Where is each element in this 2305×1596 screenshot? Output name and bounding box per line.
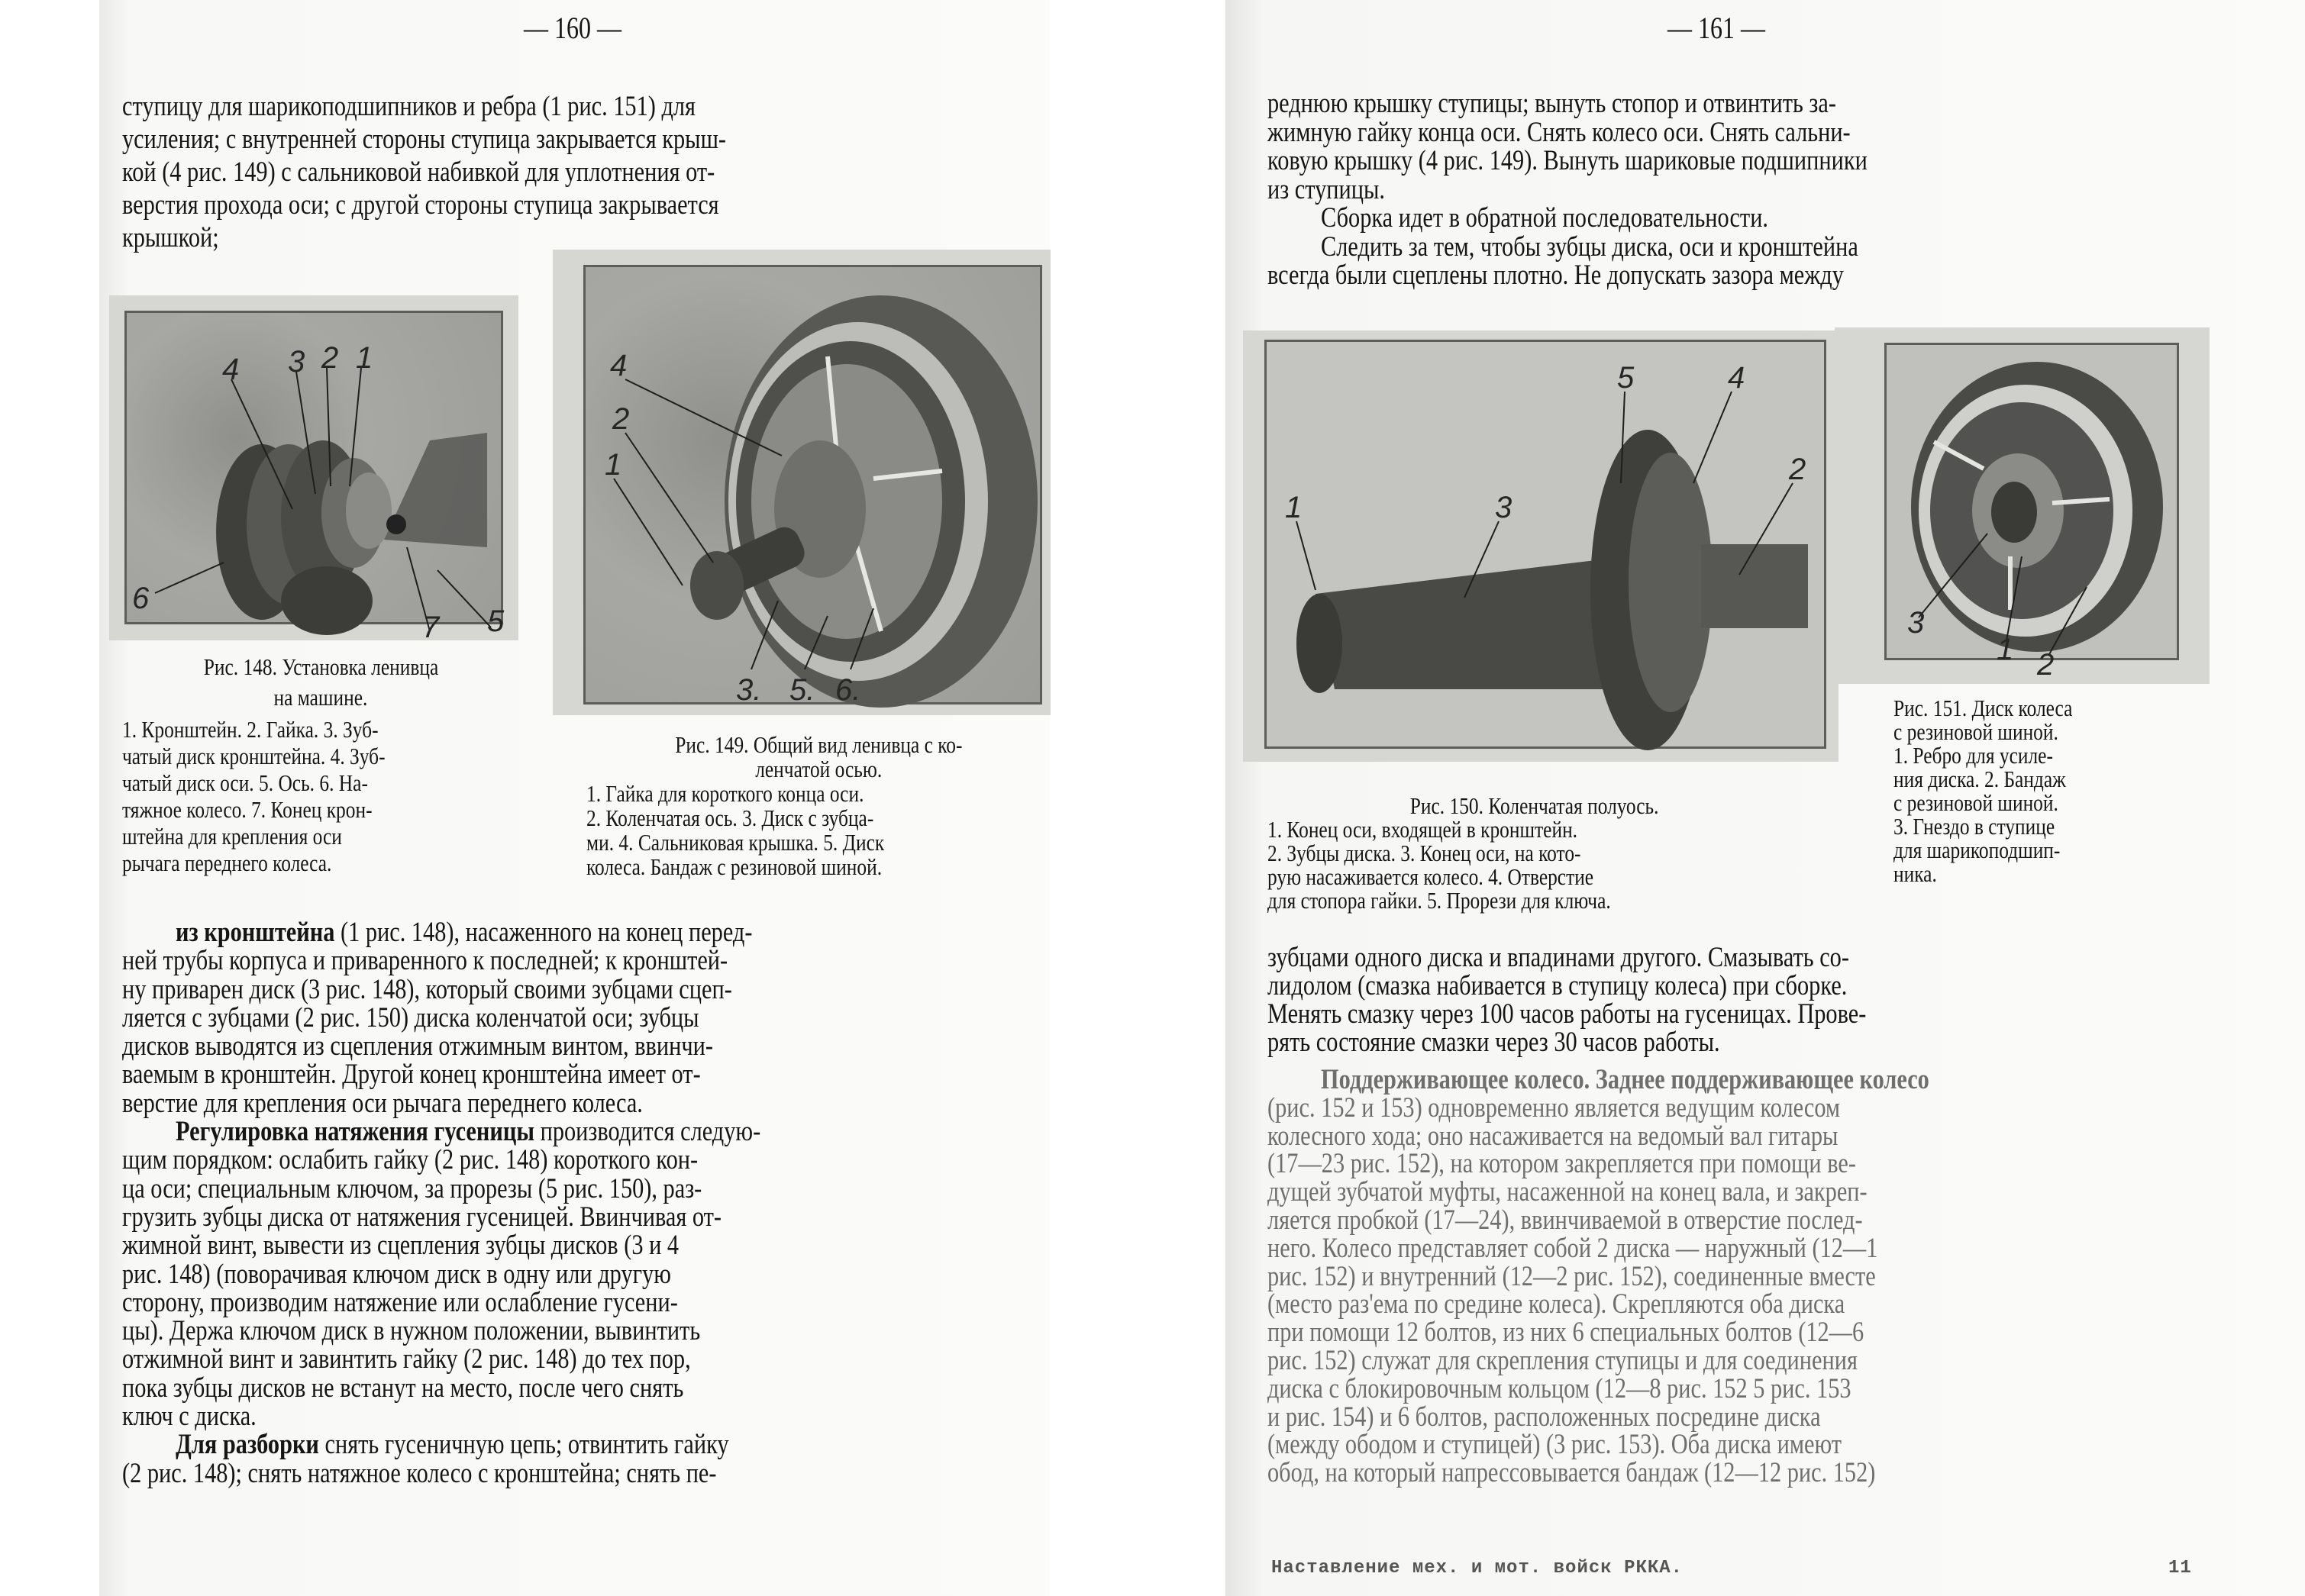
caption-line: [1267, 841, 1802, 865]
figure-151-caption-title: [1893, 696, 2199, 743]
text-line: [122, 1146, 1052, 1174]
figure-150-label: 2: [1789, 453, 1806, 486]
line-text: ней трубы корпуса и приваренного к последней; к кронштей-: [122, 945, 728, 977]
footer-sheet-number: 11: [2168, 1558, 2192, 1578]
caption-line: [1893, 791, 2199, 814]
text-line: [1267, 118, 2203, 147]
caption-line: [586, 733, 1051, 757]
figure-149-label: 5.: [789, 673, 815, 707]
text-line: [122, 1401, 1052, 1433]
text-line: [1267, 204, 2203, 233]
line-text: Рис. 149. Общий вид ленивца с ко-: [674, 731, 963, 758]
text-line: [122, 975, 1052, 1004]
figure-151-label: 3: [1907, 606, 1925, 640]
caption-line: [1893, 838, 2199, 862]
caption-line: [1893, 720, 2199, 743]
figure-151-label: 1: [1997, 633, 2014, 666]
figure-151-legend: [1893, 743, 2199, 885]
line-text: 1. Гайка для короткого конца оси.: [586, 780, 864, 807]
caption-line: [122, 717, 519, 744]
right-body-text-faded: [1267, 1066, 2203, 1487]
text-line: [1267, 1066, 2203, 1094]
line-text: на машине.: [273, 684, 368, 711]
caption-line: [1893, 743, 2199, 767]
text-line: [1267, 1430, 2203, 1459]
figure-148-callouts: [109, 295, 518, 640]
line-text: кой (4 рис. 149) с сальниковой набивкой для уплотнения от-: [122, 156, 715, 188]
text-line: [122, 946, 1052, 975]
figure-150-label: 4: [1728, 361, 1745, 395]
line-text: диска с блокировочным кольцом (12—8 рис. 152 5 рис. 153: [1267, 1372, 1851, 1404]
text-line: [1267, 1262, 2203, 1291]
caption-line: [122, 771, 519, 798]
line-text: зубцами одного диска и впадинами другого. Смазывать со-: [1267, 942, 1849, 973]
right-top-paragraph: [1267, 89, 2203, 290]
text-line: [122, 1203, 1052, 1231]
line-text: ваемым в кронштейн. Другой конец кронштейна имеет от-: [122, 1059, 701, 1091]
text-line: [122, 1345, 1052, 1373]
caption-line: [1267, 794, 1802, 817]
line-text: усиления; с внутренней стороны ступица закрывается крыш-: [122, 124, 727, 155]
line-text: жимную гайку конца оси. Снять колесо оси. Снять сальни-: [1267, 116, 1851, 148]
line-text: штейна для крепления оси: [122, 823, 342, 850]
line-text: Рис. 148. Установка ленивца: [203, 653, 438, 680]
text-line: [1267, 1346, 2203, 1375]
line-text: ляется с зубцами (2 рис. 150) диска коленчатой оси; зубцы: [122, 1001, 699, 1033]
text-line: [122, 1059, 1052, 1091]
run-in-heading: Регулировка натяжения гусеницы: [176, 1116, 535, 1148]
line-text: дисков выводятся из сцепления отжимным винтом, ввинчи-: [122, 1030, 713, 1062]
line-text: Рис. 150. Коленчатая полуось.: [1410, 792, 1659, 819]
line-text: (рис. 152 и 153) одновременно является ведущим колесом: [1267, 1091, 1841, 1124]
text-line: [122, 1374, 1052, 1402]
line-text: для стопора гайки. 5. Прорези для ключа.: [1267, 887, 1611, 914]
caption-line: [586, 757, 1051, 782]
line-text: с резиновой шиной.: [1893, 718, 2058, 745]
text-line: [122, 1032, 1052, 1060]
line-text: рять состояние смазки через 30 часов работы.: [1267, 1027, 1720, 1058]
figure-150-label: 5: [1617, 361, 1635, 395]
line-text: реднюю крышку ступицы; вынуть стопор и отвинтить за-: [1267, 88, 1836, 119]
figure-149-label: 4: [610, 349, 628, 382]
right-body-text: [1267, 943, 2203, 1056]
line-text: обод, на который напрессовывается бандаж (12—12 рис. 152): [1267, 1457, 1876, 1489]
text-line: [122, 918, 1052, 946]
line-text: ну приварен диск (3 рис. 148), который своими зубцами сцеп-: [122, 973, 732, 1005]
text-line: [1267, 261, 2203, 290]
line-text: Менять смазку через 100 часов работы на гусеницах. Прове-: [1267, 998, 1867, 1030]
text-line: [1267, 233, 2203, 262]
caption-line: [1893, 767, 2199, 791]
text-line: [1267, 1122, 2203, 1150]
line-text: ника.: [1893, 860, 1937, 887]
line-text: рис. 148) (поворачивая ключом диск в одну или другую: [122, 1258, 671, 1290]
line-text: колеса. Бандаж с резиновой шиной.: [586, 853, 883, 880]
line-text: верстие для крепления оси рычага переднего колеса.: [122, 1087, 643, 1119]
figure-149-label: 3.: [736, 673, 762, 707]
line-text: ния диска. 2. Бандаж: [1893, 766, 2066, 792]
left-body-text: [122, 918, 1052, 1488]
line-text: при помощи 12 болтов, из них 6 специальных болтов (12—6: [1267, 1317, 1864, 1349]
text-line: [1267, 1290, 2203, 1318]
caption-line: [1893, 862, 2199, 885]
text-line: [122, 1089, 1052, 1117]
line-text: верстия прохода оси; с другой стороны ступица закрывается: [122, 189, 719, 221]
caption-line: [1267, 888, 1802, 912]
line-text: (между ободом и ступицей) (3 рис. 153). Оба диска имеют: [1267, 1429, 1842, 1461]
text-line: [1267, 1372, 2203, 1404]
figure-149-label: 2: [612, 402, 630, 436]
text-line: [122, 158, 1052, 191]
figure-150-legend: [1267, 817, 1802, 912]
caption-line: [122, 798, 519, 824]
text-line: [1267, 1234, 2203, 1262]
line-text: снять гусеничную цепь; отвинтить гайку: [318, 1429, 729, 1461]
line-text: рис. 152) и внутренний (12—2 рис. 152), соединенные вместе: [1267, 1260, 1876, 1292]
line-text: чатый диск оси. 5. Ось. 6. На-: [122, 769, 368, 796]
text-line: [1267, 1000, 2203, 1028]
text-line: [1267, 1459, 2203, 1487]
text-line: [122, 1459, 1052, 1488]
text-line: [1267, 1149, 2203, 1178]
figure-149-legend: [586, 782, 1051, 879]
figure-149-label: 6.: [835, 673, 861, 707]
line-text: с резиновой шиной.: [1893, 789, 2058, 816]
caption-line: [1267, 865, 1802, 888]
text-line: [1267, 1028, 2203, 1056]
text-line: [122, 125, 1052, 158]
figure-148-label: 6: [132, 582, 150, 615]
line-text: цы). Держа ключом диск в нужном положении, вывинтить: [122, 1315, 701, 1347]
text-line: [122, 1288, 1052, 1317]
line-text: рычага переднего колеса.: [122, 850, 332, 876]
caption-line: [586, 855, 1051, 879]
figure-151-label: 2: [2037, 648, 2055, 682]
line-text: 1. Конец оси, входящей в кронштейн.: [1267, 816, 1578, 843]
line-text: сторону, производим натяжение или ослабление гусени-: [122, 1286, 678, 1318]
line-text: 1. Кронштейн. 2. Гайка. 3. Зуб-: [122, 716, 379, 743]
left-top-paragraph: [122, 92, 1052, 256]
line-text: 2. Зубцы диска. 3. Конец оси, на кото-: [1267, 840, 1581, 866]
line-text: грузить зубцы диска от натяжения гусеницей. Ввинчивая от-: [122, 1201, 722, 1233]
figure-151-photo: [1835, 327, 2210, 684]
caption-line: [1893, 696, 2199, 720]
left-page-number: — 160 —: [524, 11, 621, 45]
line-text: ца оси; специальным ключом, за прорезы (5 рис. 150), раз-: [122, 1172, 702, 1204]
line-text: щим порядком: ослабить гайку (2 рис. 148) короткого кон-: [122, 1144, 699, 1176]
figure-149-callouts: [553, 250, 1051, 715]
line-text: для шарикоподшип-: [1893, 837, 2061, 863]
text-line: [1267, 1091, 2203, 1124]
run-in-heading: Поддерживающее колесо. Заднее поддерживающее колесо: [1321, 1064, 1929, 1095]
line-text: 3. Гнездо в ступице: [1893, 813, 2055, 840]
text-line: [122, 1260, 1052, 1288]
figure-148-label: 3: [288, 345, 305, 379]
line-text: него. Колесо представляет собой 2 диска — наружный (12—1: [1267, 1232, 1878, 1264]
caption-line: [586, 782, 1051, 806]
caption-line: [122, 685, 519, 716]
figure-149-photo: [553, 250, 1051, 715]
figure-150-photo: [1243, 330, 1839, 762]
run-in-heading: Для разборки: [176, 1429, 319, 1461]
figure-150-callouts: [1243, 330, 1839, 762]
text-line: [1267, 1317, 2203, 1349]
line-text: ми. 4. Сальниковая крышка. 5. Диск: [586, 829, 885, 856]
line-text: (1 рис. 148), насаженного на конец перед-: [334, 917, 753, 948]
line-text: чатый диск кронштейна. 4. Зуб-: [122, 743, 386, 769]
caption-line: [122, 744, 519, 771]
line-text: тяжное колесо. 7. Конец крон-: [122, 796, 373, 823]
line-text: ляется пробкой (17—24), ввинчиваемой в отверстие послед-: [1267, 1204, 1863, 1236]
line-text: рис. 152) служат для скрепления ступицы и для соединения: [1267, 1344, 1858, 1376]
figure-150-caption-title: [1267, 794, 1802, 817]
caption-line: [122, 655, 519, 685]
text-line: [122, 1317, 1052, 1345]
right-page-number: — 161 —: [1667, 11, 1765, 45]
text-line: [122, 1172, 1052, 1204]
caption-line: [122, 851, 519, 878]
line-text: ключ с диска.: [122, 1401, 257, 1433]
line-text: ступицу для шарикоподшипников и ребра (1 рис. 151) для: [122, 91, 696, 122]
line-text: жимной винт, вывести из сцепления зубцы дисков (3 и 4: [122, 1230, 680, 1262]
line-text: ковую крышку (4 рис. 149). Вынуть шариковые подшипники: [1267, 145, 1868, 176]
text-line: [1267, 1178, 2203, 1206]
text-line: [1267, 1206, 2203, 1234]
text-line: [122, 191, 1052, 224]
figure-149-caption-title: [586, 733, 1051, 782]
run-in-heading: из кронштейна: [176, 917, 335, 948]
line-text: пока зубцы дисков не встанут на место, после чего снять: [122, 1372, 684, 1404]
line-text: отжимной винт и завинтить гайку (2 рис. 148) до тех пор,: [122, 1343, 691, 1375]
figure-150-label: 3: [1495, 491, 1512, 524]
text-line: [122, 1117, 1052, 1146]
figure-148-label: 2: [321, 341, 339, 375]
footer-signature: Наставление мех. и мот. войск РККА.: [1271, 1558, 1684, 1578]
line-text: из ступицы.: [1267, 173, 1385, 205]
line-text: производится следую-: [534, 1116, 761, 1148]
line-text: Сборка идет в обратной последовательности.: [1321, 202, 1769, 234]
line-text: лидолом (смазка набивается в ступицу колеса) при сборке.: [1267, 970, 1848, 1001]
text-line: [1267, 147, 2203, 176]
figure-150-label: 1: [1285, 491, 1303, 524]
line-text: Рис. 151. Диск колеса: [1893, 695, 2073, 721]
line-text: дущей зубчатой муфты, насаженной на конец вала, и закреп-: [1267, 1176, 1868, 1208]
caption-line: [1267, 817, 1802, 841]
text-line: [1267, 1403, 2203, 1431]
line-text: (2 рис. 148); снять натяжное колесо с кронштейна; снять пе-: [122, 1457, 717, 1489]
figure-148-label: 5: [487, 605, 505, 638]
figure-148-label: 1: [356, 341, 373, 375]
caption-line: [122, 824, 519, 851]
figure-151-callouts: [1835, 327, 2210, 684]
text-line: [122, 1001, 1052, 1033]
line-text: ленчатой осью.: [755, 756, 882, 782]
caption-line: [586, 830, 1051, 855]
figure-148-legend: [122, 717, 519, 878]
figure-148-label: 4: [222, 353, 240, 386]
line-text: (место раз'ема по средине колеса). Скрепляются оба диска: [1267, 1288, 1845, 1320]
line-text: и рис. 154) и 6 болтов, расположенных посредине диска: [1267, 1401, 1821, 1433]
text-line: [122, 1230, 1052, 1262]
text-line: [122, 92, 1052, 125]
text-line: [122, 1430, 1052, 1459]
line-text: рую насаживается колесо. 4. Отверстие: [1267, 863, 1594, 890]
line-text: всегда были сцеплены плотно. Не допускать зазора между: [1267, 260, 1844, 291]
figure-148-photo: [109, 295, 518, 640]
line-text: (17—23 рис. 152), на котором закрепляется при помощи ве-: [1267, 1148, 1856, 1180]
line-text: колесного хода; оно насаживается на ведомый вал гитары: [1267, 1120, 1839, 1152]
figure-148-label: 7: [422, 611, 440, 640]
text-line: [1267, 972, 2203, 1000]
text-line: [1267, 89, 2203, 118]
line-text: 1. Ребро для усиле-: [1893, 742, 2053, 769]
text-line: [1267, 943, 2203, 972]
figure-149-label: 1: [605, 448, 622, 482]
figure-148-caption-title: [122, 655, 519, 716]
line-text: крышкой;: [122, 222, 219, 253]
text-line: [1267, 173, 2203, 205]
caption-line: [1893, 814, 2199, 838]
line-text: Следить за тем, чтобы зубцы диска, оси и кронштейна: [1321, 231, 1858, 263]
caption-line: [586, 806, 1051, 830]
line-text: 2. Коленчатая ось. 3. Диск с зубца-: [586, 804, 874, 831]
